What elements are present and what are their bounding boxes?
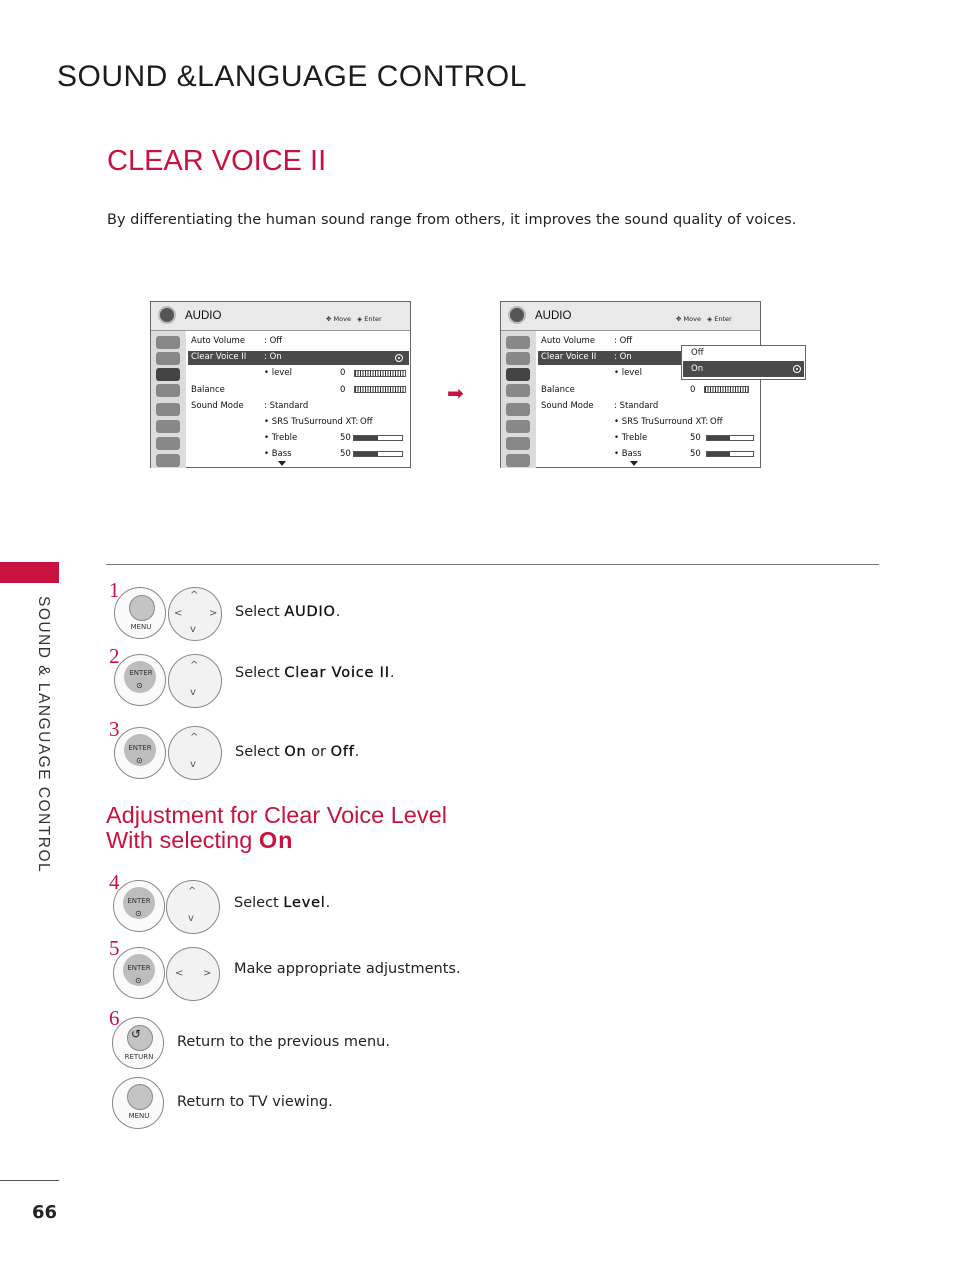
audio-menu-icon[interactable] [506, 368, 530, 381]
bass-value: 50 [690, 449, 701, 459]
selected-radio-icon [395, 354, 403, 362]
down-arrow-icon: v [190, 687, 196, 698]
sound-mode-label[interactable]: Sound Mode [541, 401, 594, 411]
down-arrow-icon: v [190, 624, 196, 635]
treble-bar[interactable] [706, 435, 754, 441]
srs-label[interactable]: • SRS TruSurround XT: [614, 417, 709, 427]
menu-button-cap [127, 1084, 153, 1110]
right-arrow-icon: > [203, 968, 212, 979]
osd-nav-hint: ✥ Move ◈ Enter [676, 315, 732, 323]
osd-nav-hint: ✥ Move ◈ Enter [326, 315, 382, 323]
picture-menu-icon[interactable] [156, 336, 180, 349]
sound-mode-label[interactable]: Sound Mode [191, 401, 244, 411]
side-tab-marker [0, 562, 59, 583]
up-arrow-icon: ^ [188, 886, 197, 897]
nav-pad[interactable] [168, 587, 222, 641]
level-label[interactable]: • level [264, 368, 292, 378]
enter-button-label: ENTER [129, 669, 153, 677]
balance-value: 0 [340, 385, 346, 395]
up-arrow-icon: ^ [190, 590, 199, 601]
lock-menu-icon[interactable] [506, 420, 530, 433]
section-title: CLEAR VOICE II [107, 145, 327, 177]
return-button[interactable] [112, 1017, 164, 1069]
sound-mode-value: : Standard [614, 401, 659, 411]
auto-volume-value: : Off [264, 336, 283, 346]
popup-option-on[interactable]: On [691, 364, 704, 374]
step-6-text: Return to the previous menu. [177, 1034, 390, 1050]
move-icon: ✥ [676, 315, 682, 323]
balance-slider[interactable] [704, 386, 749, 393]
right-arrow-icon: > [209, 608, 218, 619]
up-down-pad[interactable] [168, 726, 222, 780]
balance-label[interactable]: Balance [191, 385, 225, 395]
time-menu-icon[interactable] [156, 384, 180, 397]
auto-volume-label[interactable]: Auto Volume [541, 336, 596, 346]
side-tab-label: SOUND & LANGUAGE CONTROL [35, 596, 52, 874]
speaker-icon [158, 306, 176, 324]
audio-menu-icon[interactable] [156, 368, 180, 381]
clear-voice-popup [681, 345, 806, 380]
clear-voice-value: : On [264, 352, 282, 362]
left-arrow-icon: < [175, 968, 184, 979]
option-menu-icon[interactable] [156, 403, 180, 416]
divider [106, 564, 879, 565]
lock-menu-icon[interactable] [156, 420, 180, 433]
osd-panel-before [150, 301, 411, 468]
osd-title: AUDIO [185, 310, 222, 322]
return-button-label: RETURN [124, 1053, 154, 1061]
treble-value: 50 [340, 433, 351, 443]
osd-header [501, 302, 760, 331]
balance-slider[interactable] [354, 386, 406, 393]
option-menu-icon[interactable] [506, 403, 530, 416]
treble-label[interactable]: • Treble [264, 433, 298, 443]
level-value: 0 [340, 368, 346, 378]
enter-button-label: ENTER [128, 744, 152, 752]
bass-bar[interactable] [353, 451, 403, 457]
osd-panel-after [500, 301, 761, 468]
up-down-pad[interactable] [166, 880, 220, 934]
adjust-title: Adjustment for Clear Voice Level With selecting On [106, 802, 447, 853]
down-arrow-icon: v [190, 759, 196, 770]
menu-button[interactable] [112, 1077, 164, 1129]
srs-label[interactable]: • SRS TruSurround XT: [264, 417, 359, 427]
down-arrow-icon: v [188, 913, 194, 924]
step-number: 2 [109, 644, 120, 668]
enter-button[interactable] [113, 947, 165, 999]
left-arrow-icon: < [174, 608, 183, 619]
step-2-text: Select Clear Voice II. [235, 665, 395, 681]
step-number: 3 [109, 717, 120, 741]
enter-button[interactable] [114, 727, 166, 779]
osd-title: AUDIO [535, 310, 572, 322]
menu-button-cap [129, 595, 155, 621]
time-menu-icon[interactable] [506, 384, 530, 397]
level-slider[interactable] [354, 370, 406, 377]
clear-voice-label[interactable]: Clear Voice II [191, 352, 247, 362]
menu-button-label: MENU [128, 1112, 150, 1120]
enter-dot-icon: ⊙ [135, 909, 142, 918]
srs-value: Off [710, 417, 723, 427]
usb-menu-icon[interactable] [506, 454, 530, 467]
treble-label[interactable]: • Treble [614, 433, 648, 443]
popup-option-off[interactable]: Off [691, 348, 704, 358]
step-number: 4 [109, 870, 120, 894]
step-4-text: Select Level. [234, 895, 331, 911]
arrow-right-icon: ➡ [447, 381, 464, 405]
enter-button[interactable] [113, 880, 165, 932]
srs-value: Off [360, 417, 373, 427]
enter-button[interactable] [114, 654, 166, 706]
step-number: 5 [109, 936, 120, 960]
setup-menu-icon[interactable] [506, 352, 530, 365]
enter-button-label: ENTER [127, 897, 151, 905]
input-menu-icon[interactable] [156, 437, 180, 450]
osd-header [151, 302, 410, 331]
step-number: 1 [109, 578, 120, 602]
auto-volume-value: : Off [614, 336, 633, 346]
treble-bar[interactable] [353, 435, 403, 441]
step-3-text: Select On or Off. [235, 744, 360, 760]
level-label[interactable]: • level [614, 368, 642, 378]
menu-button[interactable] [114, 587, 166, 639]
step-5-text: Make appropriate adjustments. [234, 961, 461, 977]
balance-value: 0 [690, 385, 696, 395]
enter-dot-icon: ⊙ [136, 756, 143, 765]
osd-menu-icons [151, 331, 186, 468]
return-icon: ↺ [131, 1027, 142, 1041]
bass-label[interactable]: • Bass [614, 449, 642, 459]
setup-menu-icon[interactable] [156, 352, 180, 365]
selected-radio-icon [793, 365, 801, 373]
step-1-text: Select AUDIO. [235, 604, 341, 620]
bass-label[interactable]: • Bass [264, 449, 292, 459]
intro-text: By differentiating the human sound range from others, it improves the sound quality of voices. [107, 212, 797, 228]
step-number: 6 [109, 1006, 120, 1030]
up-arrow-icon: ^ [190, 732, 199, 743]
menu-button-label: MENU [130, 623, 152, 631]
clear-voice-label[interactable]: Clear Voice II [541, 352, 597, 362]
enter-dot-icon: ⊙ [135, 976, 142, 985]
input-menu-icon[interactable] [506, 437, 530, 450]
enter-icon: ◈ [357, 315, 363, 323]
enter-button-label: ENTER [127, 964, 151, 972]
up-arrow-icon: ^ [190, 660, 199, 671]
bass-value: 50 [340, 449, 351, 459]
move-icon: ✥ [326, 315, 332, 323]
treble-value: 50 [690, 433, 701, 443]
picture-menu-icon[interactable] [506, 336, 530, 349]
footer-divider [0, 1180, 59, 1181]
balance-label[interactable]: Balance [541, 385, 575, 395]
scroll-down-icon[interactable] [630, 461, 638, 466]
bass-bar[interactable] [706, 451, 754, 457]
left-right-pad[interactable] [166, 947, 220, 1001]
auto-volume-label[interactable]: Auto Volume [191, 336, 246, 346]
usb-menu-icon[interactable] [156, 454, 180, 467]
clear-voice-value: : On [614, 352, 632, 362]
enter-icon: ◈ [707, 315, 713, 323]
osd-menu-icons [501, 331, 536, 468]
page-number: 66 [32, 1202, 58, 1223]
step-7-text: Return to TV viewing. [177, 1094, 333, 1110]
scroll-down-icon[interactable] [278, 461, 286, 466]
page-title: SOUND &LANGUAGE CONTROL [57, 60, 527, 93]
enter-dot-icon: ⊙ [136, 681, 143, 690]
sound-mode-value: : Standard [264, 401, 309, 411]
speaker-icon [508, 306, 526, 324]
up-down-pad[interactable] [168, 654, 222, 708]
